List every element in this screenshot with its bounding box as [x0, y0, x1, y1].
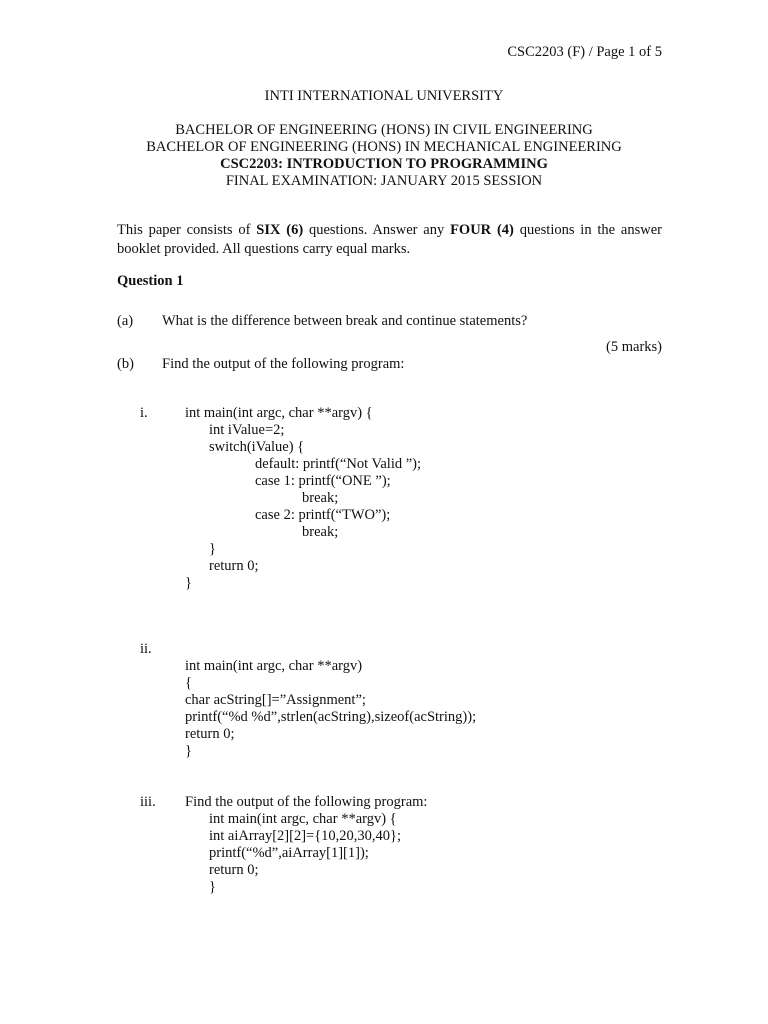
- code-line: return 0;: [209, 862, 259, 878]
- university-name: INTI INTERNATIONAL UNIVERSITY: [264, 88, 504, 104]
- code-line: case 2: printf(“TWO”);: [255, 507, 391, 523]
- code-line: case 1: printf(“ONE ”);: [255, 473, 391, 489]
- code-line: }: [185, 575, 192, 591]
- code-line: default: printf(“Not Valid ”);: [255, 456, 422, 472]
- code-line: return 0;: [185, 726, 235, 742]
- code-line: return 0;: [209, 558, 259, 574]
- exam-session: FINAL EXAMINATION: JANUARY 2015 SESSION: [225, 173, 543, 189]
- code-line: }: [185, 743, 192, 759]
- four-count: FOUR (4): [450, 222, 514, 238]
- code-line: break;: [302, 524, 339, 540]
- code-line: {: [185, 675, 192, 691]
- code-line: int main(int argc, char **argv): [185, 658, 363, 674]
- subpart-i-label: i.: [140, 405, 148, 421]
- part-b-label: (b): [117, 356, 134, 372]
- part-b-text: Find the output of the following program:: [162, 356, 405, 372]
- code-line: printf(“%d %d”,strlen(acString),sizeof(acString));: [185, 709, 477, 725]
- code-line: switch(iValue) {: [209, 439, 305, 455]
- code-line: int main(int argc, char **argv) {: [209, 811, 397, 827]
- code-line: }: [209, 879, 216, 895]
- code-line: char acString[]=”Assignment”;: [185, 692, 366, 708]
- code-line: }: [209, 541, 216, 557]
- page-header: CSC2203 (F) / Page 1 of 5: [507, 44, 662, 60]
- code-line: int main(int argc, char **argv) {: [185, 405, 373, 421]
- program-mechanical: BACHELOR OF ENGINEERING (HONS) IN MECHANICAL ENGINEERING: [146, 139, 622, 155]
- part-a-marks: (5 marks): [606, 339, 662, 355]
- code-line: printf(“%d”,aiArray[1][1]);: [209, 845, 369, 861]
- subpart-ii-label: ii.: [140, 641, 152, 657]
- code-line: int aiArray[2][2]={10,20,30,40};: [209, 828, 402, 844]
- question-title: Question 1: [117, 273, 184, 289]
- instructions-text-2: questions. Answer any: [303, 222, 451, 238]
- part-a-label: (a): [117, 313, 134, 329]
- program-civil: BACHELOR OF ENGINEERING (HONS) IN CIVIL ENGINEERING: [175, 122, 593, 138]
- instructions-paragraph: [117, 221, 662, 259]
- code-line: break;: [302, 490, 339, 506]
- subpart-iii-label: iii.: [140, 794, 156, 810]
- code-line: int iValue=2;: [209, 422, 285, 438]
- part-a-text: What is the difference between break and continue statements?: [162, 313, 528, 329]
- subpart-iii-heading: Find the output of the following program:: [185, 794, 428, 810]
- six-count: SIX (6): [256, 222, 304, 238]
- instructions-text-3: questions in the answer booklet provided. All questions carry equal marks.: [117, 222, 662, 257]
- course-title: CSC2203: INTRODUCTION TO PROGRAMMING: [220, 156, 548, 172]
- instructions-text-1: This paper consists of: [117, 222, 257, 238]
